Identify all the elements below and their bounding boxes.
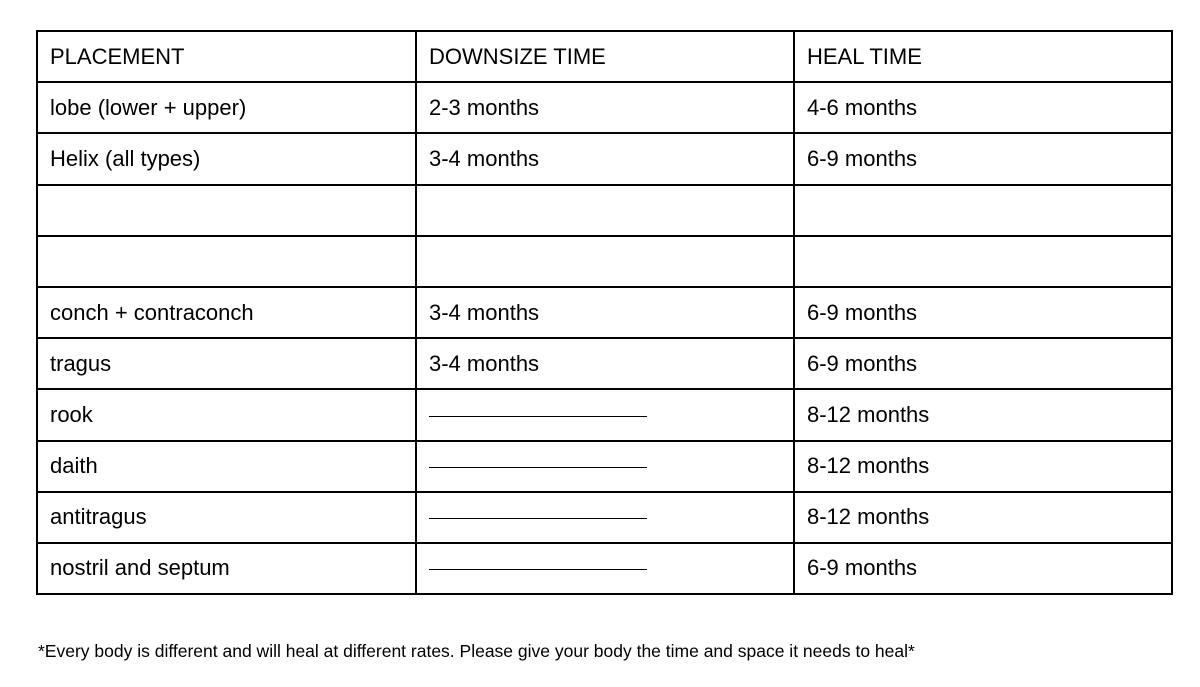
heal-cell: 6-9 months <box>794 543 1172 594</box>
placement-cell: nostril and septum <box>37 543 416 594</box>
table-row <box>37 236 1172 287</box>
table-row <box>37 441 1172 492</box>
table-row <box>37 287 1172 338</box>
heal-cell: 6-9 months <box>794 133 1172 184</box>
downsize-cell <box>416 236 794 287</box>
placement-cell <box>37 236 416 287</box>
downsize-cell <box>416 492 794 543</box>
heal-cell: 8-12 months <box>794 441 1172 492</box>
placement-cell: antitragus <box>37 492 416 543</box>
header-downsize-time: DOWNSIZE TIME <box>416 31 794 82</box>
placement-cell: lobe (lower + upper) <box>37 82 416 133</box>
downsize-cell <box>416 441 794 492</box>
placement-cell: daith <box>37 441 416 492</box>
healing-time-table <box>36 30 1173 595</box>
table-row <box>37 185 1172 236</box>
downsize-cell: 3-4 months <box>416 338 794 389</box>
downsize-cell <box>416 389 794 440</box>
footnote: *Every body is different and will heal at different rates. Please give your body the time and space it needs to heal* <box>38 641 915 661</box>
table-row <box>37 133 1172 184</box>
dash-line <box>429 569 647 570</box>
table-row <box>37 543 1172 594</box>
heal-cell <box>794 236 1172 287</box>
heal-cell: 8-12 months <box>794 492 1172 543</box>
heal-cell: 4-6 months <box>794 82 1172 133</box>
dash-line <box>429 518 647 519</box>
placement-cell: tragus <box>37 338 416 389</box>
heal-cell: 6-9 months <box>794 287 1172 338</box>
downsize-cell: 3-4 months <box>416 133 794 184</box>
downsize-cell: 2-3 months <box>416 82 794 133</box>
table-row <box>37 492 1172 543</box>
placement-cell <box>37 185 416 236</box>
header-heal-time: HEAL TIME <box>794 31 1172 82</box>
placement-cell: rook <box>37 389 416 440</box>
table-row <box>37 389 1172 440</box>
header-placement: PLACEMENT <box>37 31 416 82</box>
dash-line <box>429 467 647 468</box>
downsize-cell <box>416 185 794 236</box>
table-row <box>37 338 1172 389</box>
heal-cell: 8-12 months <box>794 389 1172 440</box>
placement-cell: Helix (all types) <box>37 133 416 184</box>
dash-line <box>429 416 647 417</box>
placement-cell: conch + contraconch <box>37 287 416 338</box>
downsize-cell: 3-4 months <box>416 287 794 338</box>
heal-cell: 6-9 months <box>794 338 1172 389</box>
heal-cell <box>794 185 1172 236</box>
table-row <box>37 82 1172 133</box>
downsize-cell <box>416 543 794 594</box>
table-header-row <box>37 31 1172 82</box>
